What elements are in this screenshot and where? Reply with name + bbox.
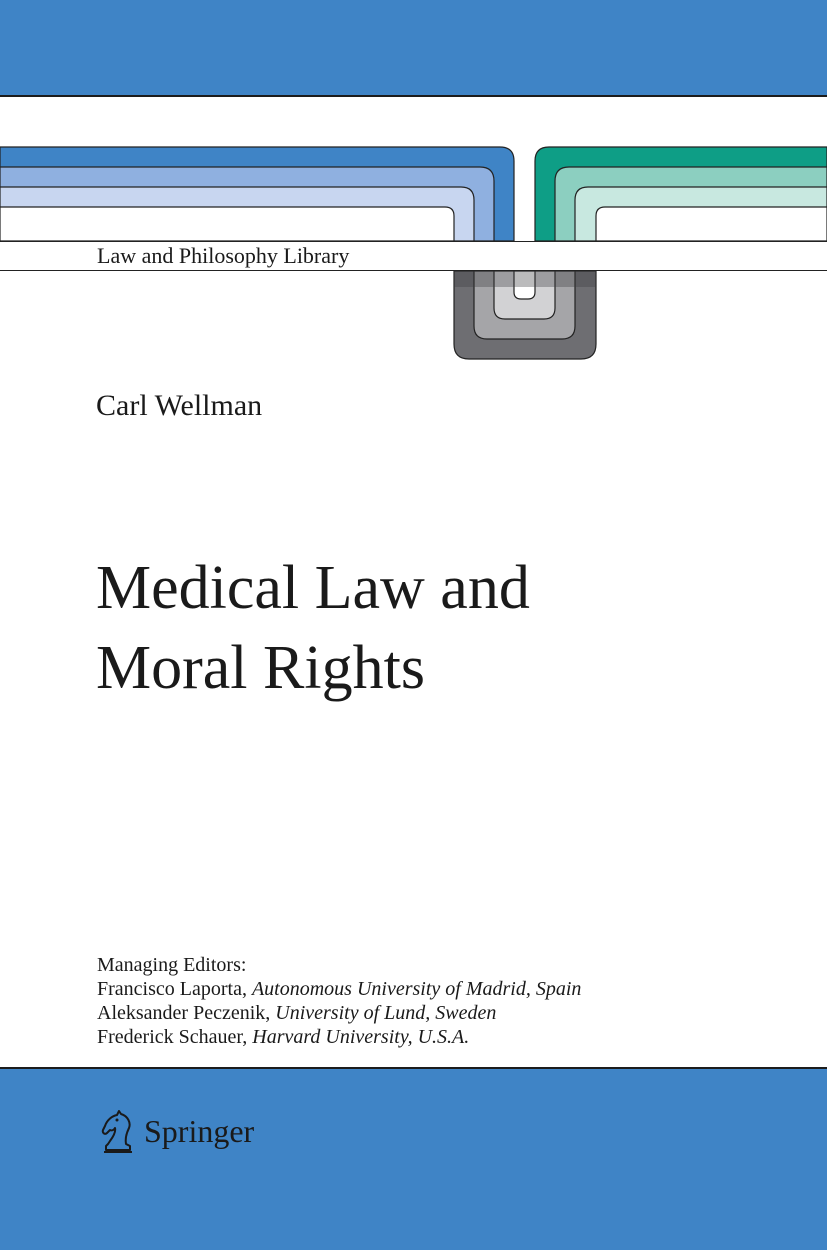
editor-entry (97, 977, 581, 1001)
teal-frame-core (596, 207, 827, 241)
blue-frame-core (0, 207, 454, 241)
publisher-name: Springer (144, 1112, 255, 1149)
editor-affiliation: University of Lund, Sweden (275, 1002, 497, 1024)
book-title (96, 548, 530, 708)
book-title-line-2: Moral Rights (96, 634, 425, 702)
editor-affiliation: Autonomous University of Madrid, Spain (251, 978, 582, 1000)
managing-editors (97, 953, 581, 1049)
editor-entry (97, 1001, 581, 1025)
editor-name: Francisco Laporta, (97, 978, 252, 1000)
series-title: Law and Philosophy Library (97, 243, 350, 268)
editors-heading: Managing Editors: (97, 954, 247, 976)
book-title-line-1: Medical Law and (96, 554, 530, 622)
editor-name: Aleksander Peczenik, (97, 1002, 276, 1024)
series-decoration (0, 0, 827, 370)
knight-chess-piece-icon (98, 1108, 138, 1154)
gray-frame-shadow (454, 271, 596, 287)
publisher-logo (98, 1106, 254, 1156)
bottom-color-band (0, 1067, 827, 1250)
author-name: Carl Wellman (96, 389, 263, 422)
editor-entry (97, 1025, 581, 1049)
editor-affiliation: Harvard University, U.S.A. (252, 1026, 470, 1048)
editor-name: Frederick Schauer, (97, 1026, 253, 1048)
